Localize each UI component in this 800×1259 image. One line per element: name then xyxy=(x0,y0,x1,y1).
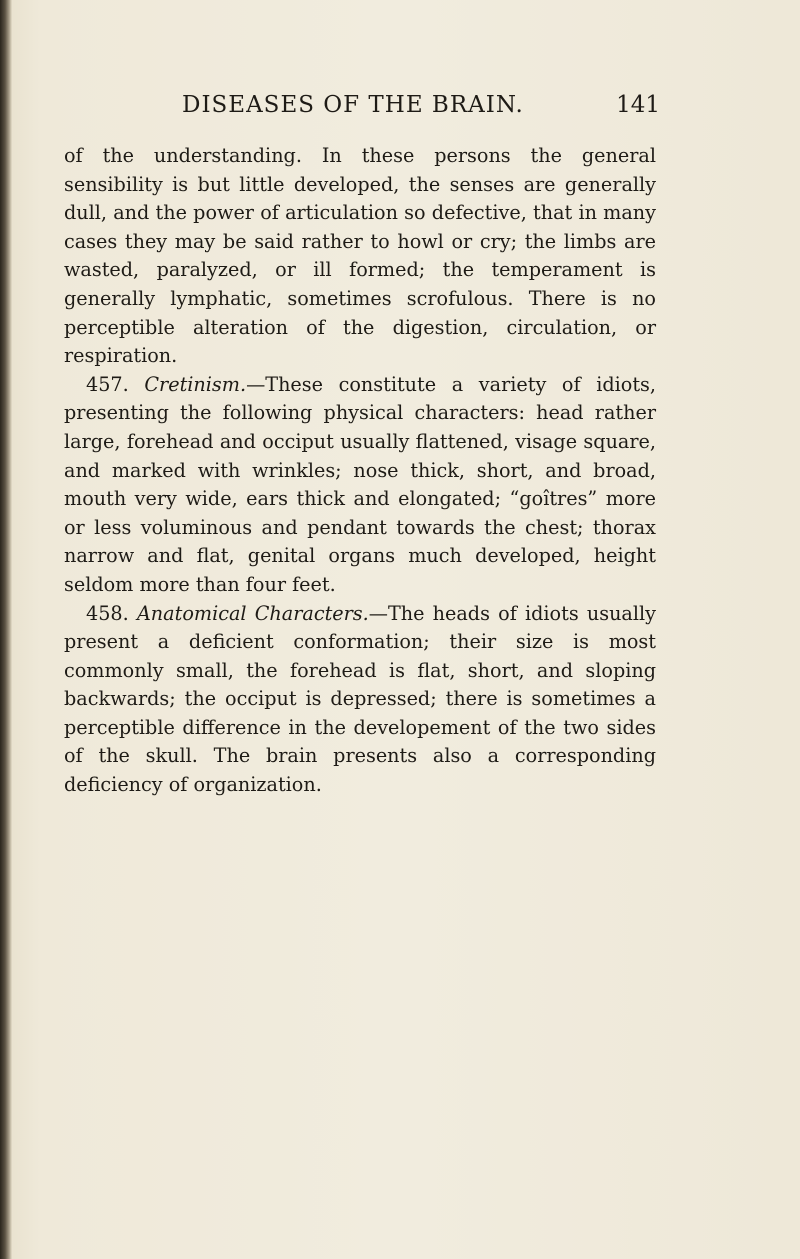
section-title: Anatomical Characters. xyxy=(136,601,369,625)
body-text xyxy=(64,142,656,800)
paragraph-continuation xyxy=(64,142,656,371)
running-head: DISEASES OF THE BRAIN. xyxy=(182,92,524,118)
page-number: 141 xyxy=(616,92,660,118)
page-header xyxy=(182,92,660,126)
section-title: Cretinism. xyxy=(144,372,247,396)
paragraph-cretinism xyxy=(64,371,656,600)
paragraph-anatomical-characters xyxy=(64,600,656,800)
section-number: 457. xyxy=(86,372,129,396)
paragraph-text: —These constitute a variety of idiots, presenting the following physical characters: head rather large, forehead and occiput usually flattened, visage square, and marked with wrinkles; nose thick, short, and broad, mouth very wide, ears thick and elongated; “goîtres” more or less voluminous and pendant towards the chest; thorax narrow and flat, genital organs much developed, height seldom more than four feet. xyxy=(64,372,656,596)
section-number: 458. xyxy=(86,601,129,625)
paragraph-text: —The heads of idiots usually present a deficient conformation; their size is most commonly small, the forehead is flat, short, and sloping backwards; the occiput is depressed; there is sometimes a perceptible difference in the developement of the two sides of the skull. The brain presents also a corresponding deficiency of organization. xyxy=(64,601,656,797)
paragraph-text: of the understanding. In these persons the general sensibility is but little developed, the senses are generally dull, and the power of articulation so defective, that in many cases they may be said rather to howl or cry; the limbs are wasted, paralyzed, or ill formed; the temperament is generally lymphatic, sometimes scrofulous. There is no perceptible alteration of the digestion, circulation, or respiration. xyxy=(64,144,656,368)
binding-gutter xyxy=(0,0,12,1259)
